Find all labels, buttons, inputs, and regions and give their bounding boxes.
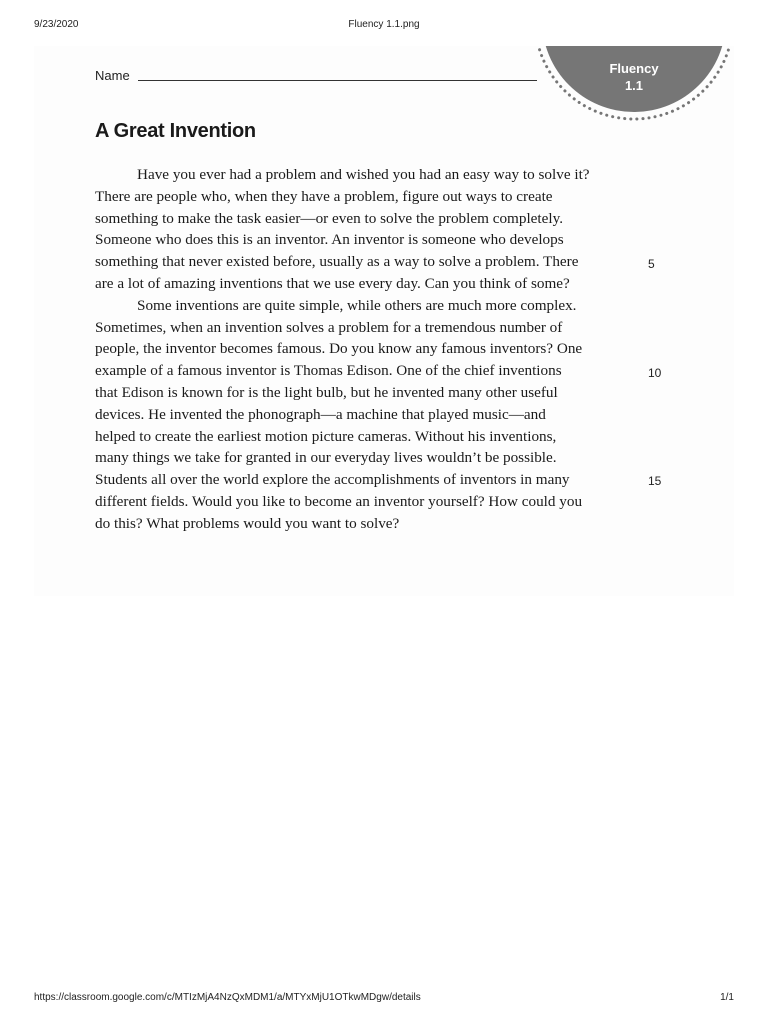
passage-line: many things we take for granted in our everyday lives wouldn’t be possible. bbox=[95, 449, 557, 467]
passage-line: people, the inventor becomes famous. Do you know any famous inventors? One bbox=[95, 340, 583, 358]
line-number: 5 bbox=[648, 257, 655, 271]
passage-line: are a lot of amazing inventions that we use every day. Can you think of some? bbox=[95, 274, 570, 292]
print-header bbox=[0, 19, 768, 33]
print-page-number: 1/1 bbox=[720, 992, 734, 1003]
name-row bbox=[95, 68, 545, 88]
worksheet-page bbox=[34, 46, 734, 596]
badge-label bbox=[542, 60, 726, 94]
document-title: A Great Invention bbox=[95, 120, 256, 142]
passage-line: do this? What problems would you want to solve? bbox=[95, 514, 400, 532]
passage-line: something to make the task easier—or even to solve the problem completely. bbox=[95, 209, 564, 227]
passage bbox=[95, 164, 605, 535]
passage-line: devices. He invented the phonograph—a machine that played music—and bbox=[95, 405, 546, 423]
fluency-badge bbox=[542, 46, 726, 112]
print-title: Fluency 1.1.png bbox=[348, 19, 420, 30]
passage-line: helped to create the earliest motion picture cameras. Without his inventions, bbox=[95, 427, 557, 445]
passage-line: Sometimes, when an invention solves a problem for a tremendous number of bbox=[95, 318, 563, 336]
passage-line: that Edison is known for is the light bulb, but he invented many other useful bbox=[95, 383, 558, 401]
line-number: 15 bbox=[648, 474, 662, 488]
passage-line: Someone who does this is an inventor. An inventor is someone who develops bbox=[95, 231, 564, 249]
passage-line: example of a famous inventor is Thomas Edison. One of the chief inventions bbox=[95, 362, 562, 380]
line-number: 10 bbox=[648, 366, 662, 380]
passage-line: There are people who, when they have a problem, figure out ways to create bbox=[95, 187, 553, 205]
badge-line-1: Fluency bbox=[609, 61, 659, 76]
print-date: 9/23/2020 bbox=[34, 19, 79, 30]
badge-line-2: 1.1 bbox=[624, 78, 644, 93]
print-url: https://classroom.google.com/c/MTIzMjA4NzQxMDM1/a/MTYxMjU1OTkwMDgw/details bbox=[34, 992, 421, 1003]
name-underline bbox=[138, 80, 537, 81]
passage-line: Some inventions are quite simple, while others are much more complex. bbox=[137, 296, 577, 314]
passage-line: something that never existed before, usually as a way to solve a problem. There bbox=[95, 253, 579, 271]
passage-line: different fields. Would you like to become an inventor yourself? How could you bbox=[95, 492, 583, 510]
passage-line: Students all over the world explore the accomplishments of inventors in many bbox=[95, 471, 570, 489]
passage-line: Have you ever had a problem and wished you had an easy way to solve it? bbox=[137, 166, 590, 183]
name-label: Name bbox=[95, 68, 130, 83]
print-footer bbox=[0, 992, 768, 1006]
